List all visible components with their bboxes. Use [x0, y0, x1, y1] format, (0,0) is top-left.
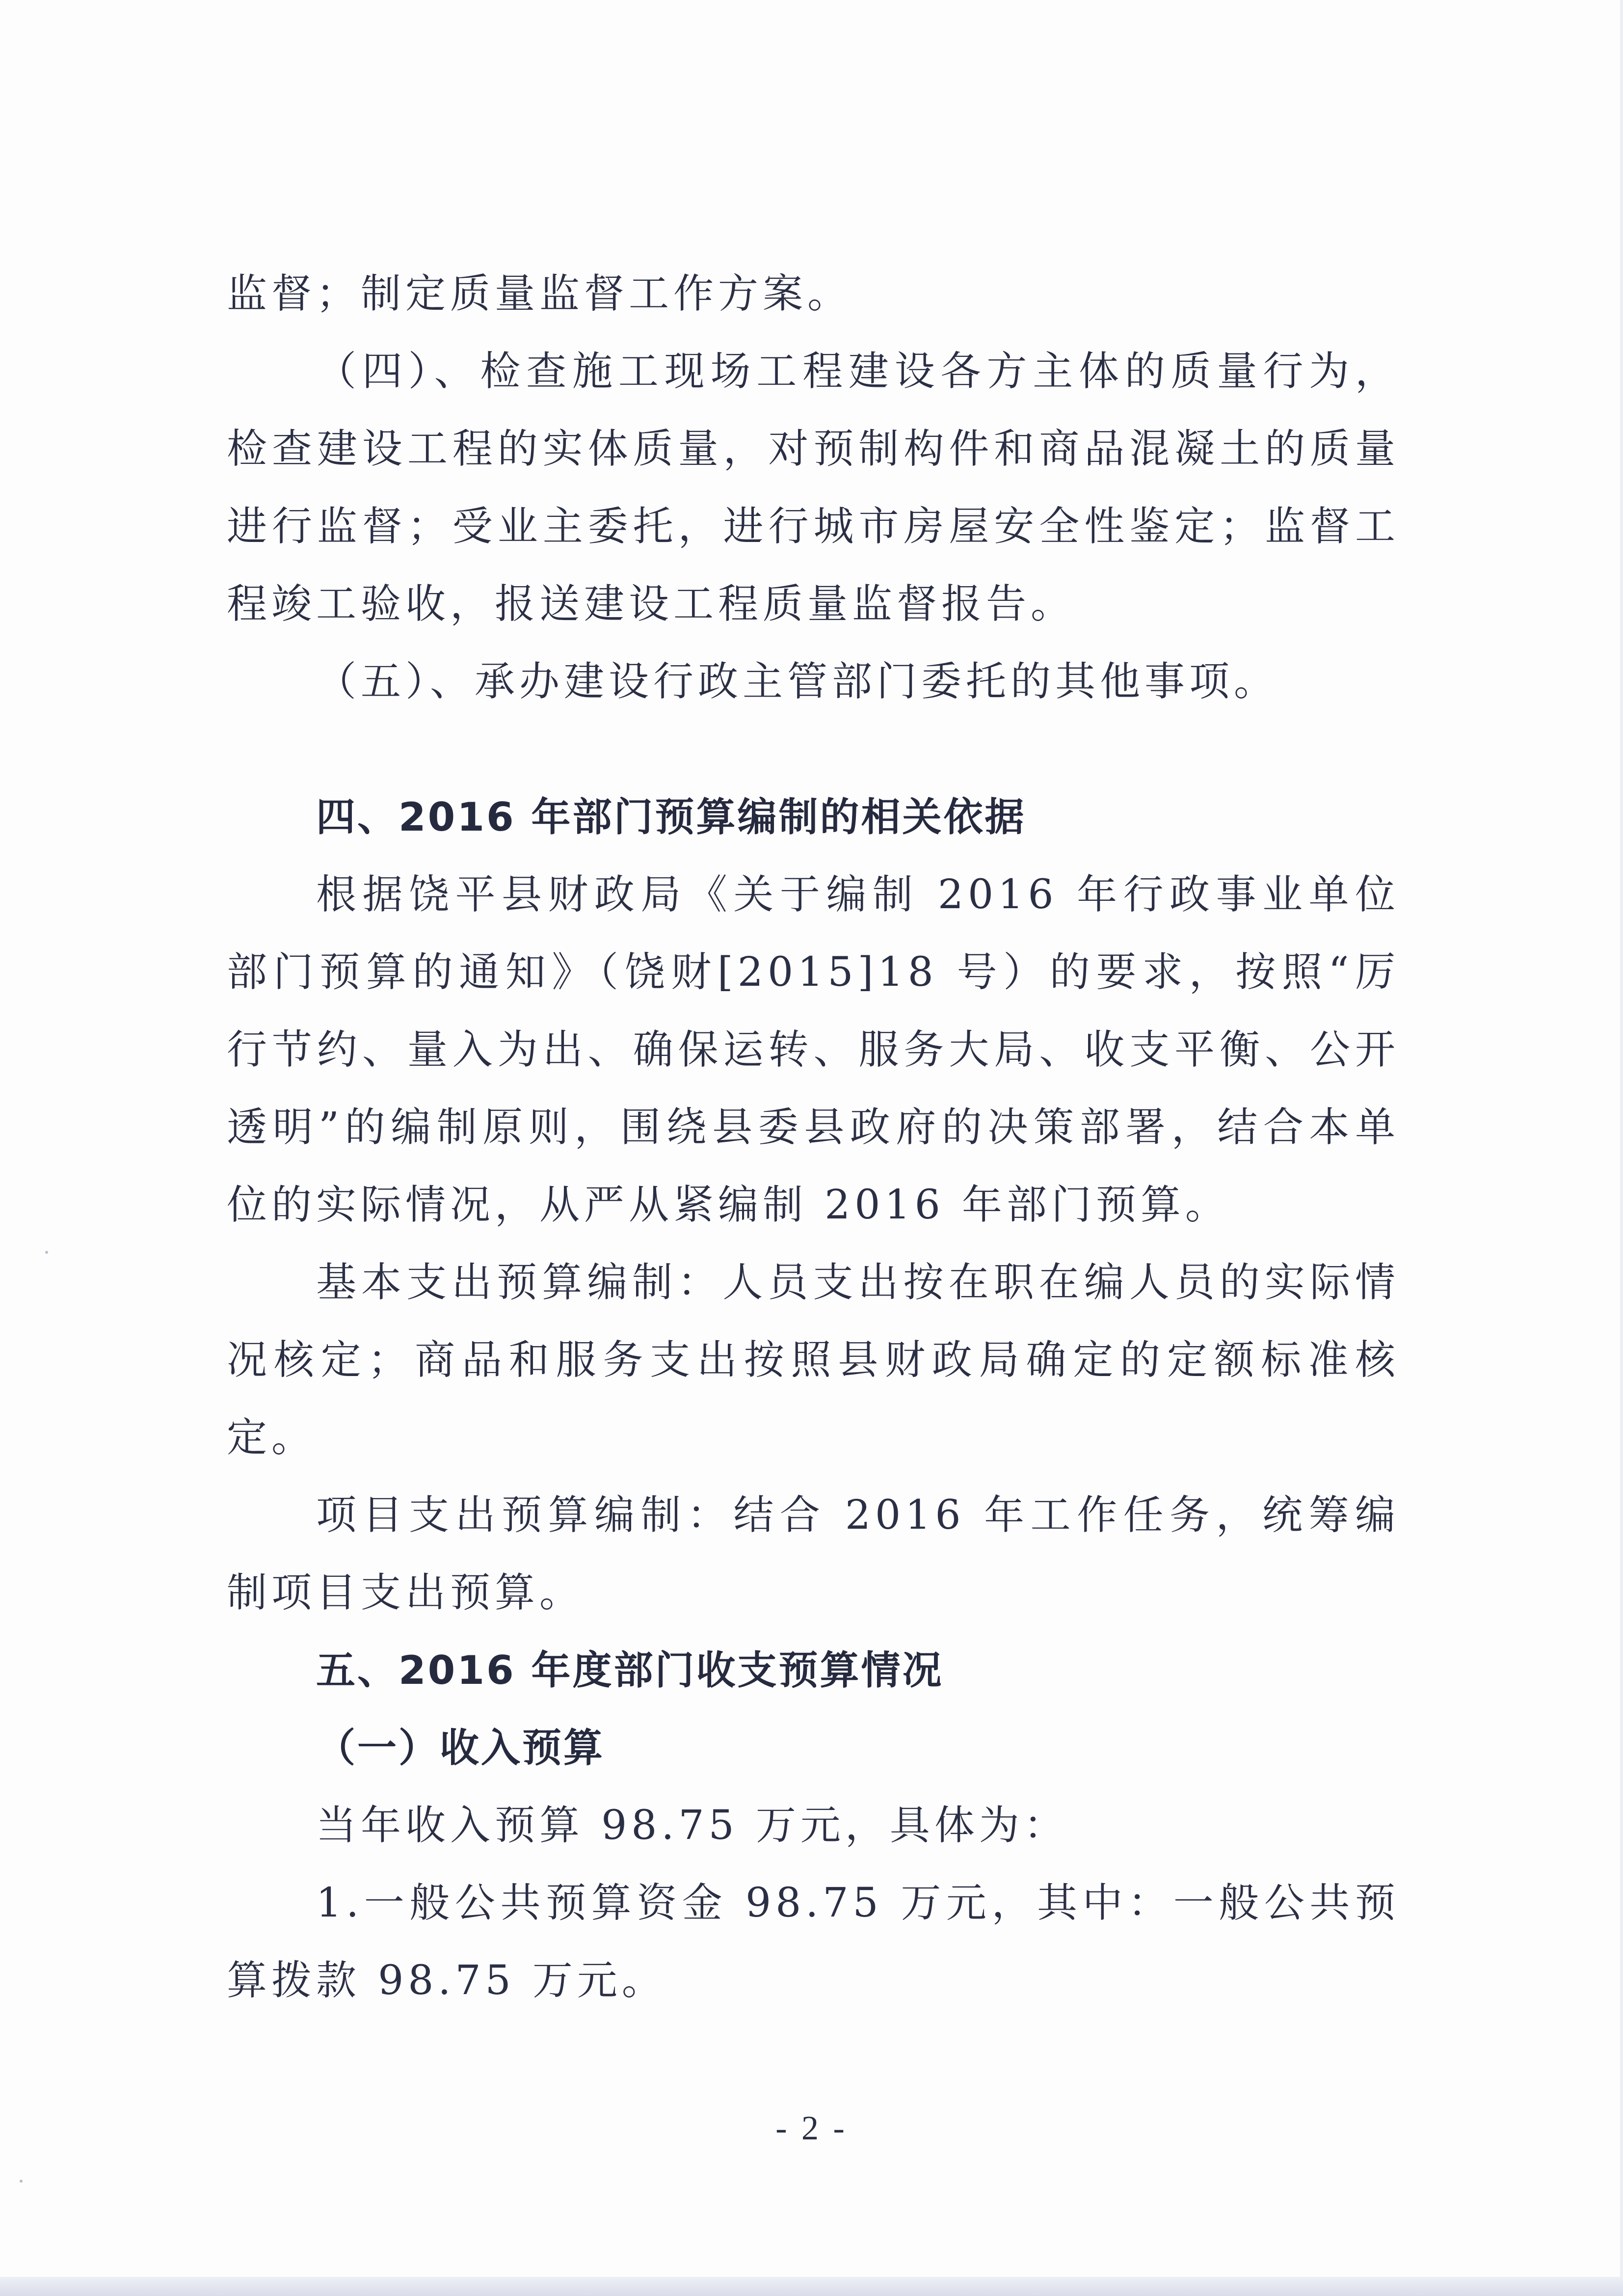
scan-speck: [45, 1251, 48, 1254]
document-body: [227, 255, 1400, 2020]
scan-speck: [20, 2180, 23, 2183]
scan-edge-right: [1620, 0, 1623, 2296]
paragraph-budget-basis: 根据饶平县财政局《关于编制 2016 年行政事业单位部门预算的通知》（饶财[2015]18 号）的要求，按照“厉行节约、量入为出、确保运转、服务大局、收支平衡、公开透明”的编制原则，围绕县委县政府的决策部署，结合本单位的实际情况，从严从紧编制 2016 年部门预算。: [227, 871, 1400, 1228]
page-number: - 2 -: [775, 2109, 848, 2147]
paragraph-item-five: （五）、承办建设行政主管部门委托的其他事项。: [316, 658, 1279, 705]
paragraph-item-four: （四）、检查施工现场工程建设各方主体的质量行为，检查建设工程的实体质量，对预制构件和商品混凝土的质量进行监督；受业主委托，进行城市房屋安全性鉴定；监督工程竣工验收，报送建设工程质量监督报告。: [227, 348, 1400, 627]
paragraph-continuation: 监督；制定质量监督工作方案。: [227, 270, 852, 317]
paragraph-project-expenditure: 项目支出预算编制：结合 2016 年工作任务，统筹编制项目支出预算。: [227, 1492, 1400, 1616]
section-heading-budget-overview: 五、2016 年度部门收支预算情况: [316, 1648, 944, 1693]
paragraph-basic-expenditure: 基本支出预算编制：人员支出按在职在编人员的实际情况核定；商品和服务支出按照县财政局确定的定额标准核定。: [227, 1259, 1400, 1461]
section-gap: [227, 721, 1400, 779]
paragraph-general-public-budget: 1.一般公共预算资金 98.75 万元，其中：一般公共预算拨款 98.75 万元。: [227, 1880, 1400, 2004]
section-heading-budget-basis: 四、2016 年部门预算编制的相关依据: [316, 794, 1026, 840]
scan-edge-bottom: [0, 2277, 1623, 2296]
paragraph-income-total: 当年收入预算 98.75 万元，具体为：: [316, 1802, 1068, 1849]
subheading-income-budget: （一）收入预算: [316, 1725, 605, 1771]
